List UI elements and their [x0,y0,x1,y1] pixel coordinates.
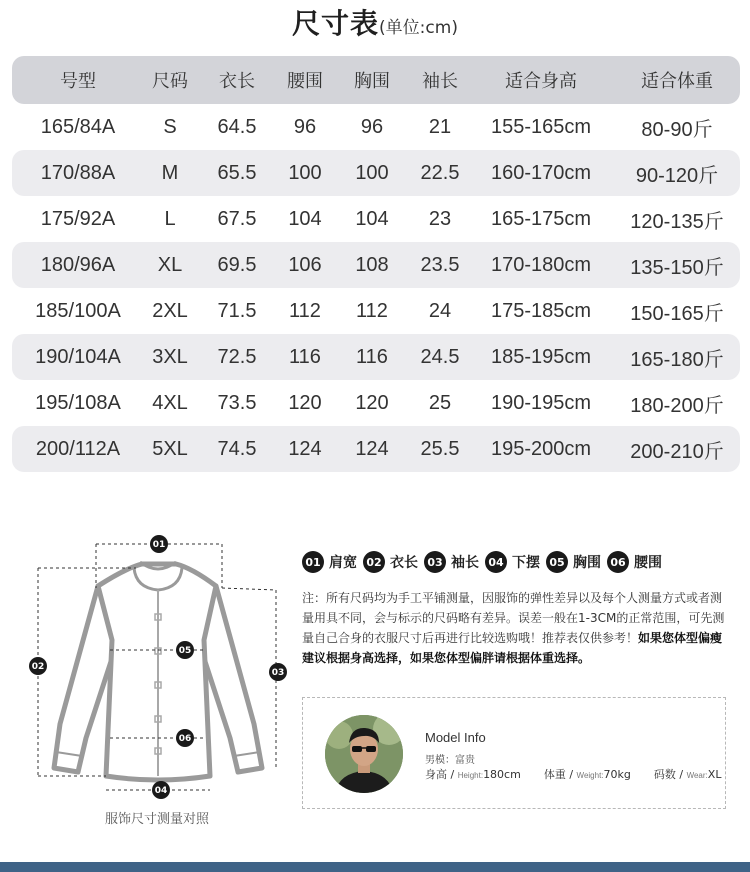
table-cell: 65.5 [217,161,257,184]
header-cell: 胸围 [354,71,390,92]
table-cell: 180-200斤 [630,394,724,417]
table-cell: 96 [360,115,384,138]
model-avatar [325,715,403,793]
header-cell: 适合身高 [505,71,577,92]
table-header [12,56,740,104]
legend-item [363,551,418,573]
legend-number: 06 [607,551,629,573]
table-cell: 5XL [152,437,188,460]
table-cell: 24 [428,299,452,322]
legend-number: 04 [485,551,507,573]
table-row [12,426,740,472]
table-cell: 195/108A [35,391,121,414]
table-cell: 4XL [152,391,188,414]
table-cell: M [161,161,179,184]
table-cell: 180/96A [40,253,116,276]
marker-label: 04 [154,786,168,796]
table-row [12,380,740,426]
table-cell: S [163,115,177,138]
table-cell: L [164,207,176,230]
table-cell: 120-135斤 [630,210,724,233]
table-cell: 175-185cm [490,299,592,322]
table-cell: 190-195cm [490,391,592,414]
weight-value: 70kg [603,768,631,781]
table-cell: 90-120斤 [635,164,719,187]
table-cell: 185-195cm [490,345,592,368]
size-table [12,56,740,472]
table-cell: 69.5 [217,253,257,276]
legend-item [607,551,662,573]
legend-label: 袖长 [451,555,479,571]
page-title [0,2,750,42]
marker-label: 05 [178,646,192,656]
table-cell: 124 [355,437,389,460]
table-cell: 74.5 [217,437,257,460]
table-cell: 100 [288,161,322,184]
legend-item [424,551,479,573]
table-cell: 24.5 [420,345,460,368]
marker-label: 01 [152,540,166,550]
table-cell: 72.5 [217,345,257,368]
table-cell: 165-175cm [490,207,592,230]
table-cell: 3XL [152,345,188,368]
legend-label: 下摆 [512,555,540,571]
weight-label-en: Weight: [576,771,604,780]
table-row [12,242,740,288]
table-row [12,288,740,334]
legend-number: 02 [363,551,385,573]
legend-label: 腰围 [634,555,662,571]
table-cell: 112 [356,299,388,322]
table-cell: 116 [289,345,321,368]
note-bold-text: 如果您体型偏瘦建议根据身高选择，如果您体型偏胖请根据体重选择。 [302,631,723,665]
header-cell: 袖长 [422,71,458,92]
table-cell: 155-165cm [490,115,592,138]
header-cell: 尺码 [152,71,188,92]
table-cell: 2XL [152,299,188,322]
table-cell: 195-200cm [490,437,592,460]
table-cell: 116 [356,345,388,368]
shirt-diagram [26,528,296,808]
model-gender: 男模：富贵 [425,755,475,766]
model-info-title: Model Info [425,730,486,745]
marker-label: 02 [31,662,45,672]
table-cell: 22.5 [420,161,460,184]
table-row [12,150,740,196]
table-cell: 185/100A [35,299,121,322]
table-cell: 135-150斤 [630,256,724,279]
table-row [12,104,740,150]
table-cell: 25 [428,391,452,414]
model-measurements [425,766,721,782]
header-cell: 衣长 [219,71,255,92]
table-cell: 200/112A [35,437,121,460]
table-cell: 100 [355,161,389,184]
table-cell: 120 [355,391,389,414]
header-cell: 号型 [60,71,96,92]
bottom-bar [0,862,750,872]
size-label: 码数 / [653,768,684,781]
height-value: 180cm [483,768,521,781]
table-cell: 71.5 [217,299,257,322]
table-cell: 25.5 [420,437,460,460]
legend-label: 衣长 [390,555,418,571]
measurement-note [302,588,726,668]
legend-item [485,551,540,573]
table-row [12,334,740,380]
title-unit: (单位:cm) [379,18,458,38]
table-cell: 165-180斤 [630,348,724,371]
table-cell: 104 [288,207,322,230]
weight-label: 体重 / [543,768,574,781]
legend-number: 03 [424,551,446,573]
table-cell: 108 [355,253,389,276]
legend-item [546,551,601,573]
table-cell: 175/92A [40,207,116,230]
marker-label: 06 [178,734,192,744]
legend-number: 05 [546,551,568,573]
diagram-caption: 服饰尺寸测量对照 [104,812,209,827]
table-cell: 23 [428,207,452,230]
size-label-en: Wear: [686,771,708,780]
measurement-legend [302,551,668,573]
table-cell: 124 [288,437,322,460]
table-cell: 80-90斤 [641,118,713,141]
table-cell: 112 [289,299,321,322]
table-cell: 21 [428,115,452,138]
table-row [12,196,740,242]
table-cell: 67.5 [217,207,257,230]
table-cell: 23.5 [420,253,460,276]
header-cell: 腰围 [287,71,323,92]
size-value: XL [707,768,722,781]
legend-label: 胸围 [573,555,601,571]
table-cell: 150-165斤 [630,302,724,325]
table-cell: 96 [293,115,317,138]
table-cell: 160-170cm [490,161,592,184]
title-main: 尺寸表 [292,7,380,40]
avatar-illustration [325,715,403,793]
table-cell: 165/84A [40,115,116,138]
table-cell: 120 [288,391,322,414]
header-cell: 适合体重 [641,71,713,92]
table-cell: 200-210斤 [630,440,724,463]
table-cell: 170-180cm [490,253,592,276]
table-cell: 64.5 [217,115,257,138]
height-label-en: Height: [457,771,484,780]
table-cell: 170/88A [40,161,116,184]
legend-number: 01 [302,551,324,573]
legend-item [302,551,357,573]
table-cell: 106 [288,253,322,276]
note-text: 注：所有尺码均为手工平铺测量，因服饰的弹性差异以及每个人测量方式或者测量用具不同，会与标示的尺码略有差异。误差一般在1-3CM的正常范围，可先测量自己合身的衣服尺寸后再进行比较选购哦！推荐表仅供参考！ [302,591,725,645]
table-cell: 104 [355,207,389,230]
table-cell: XL [157,253,183,276]
model-info-card [302,697,726,809]
shirt-svg [26,528,296,808]
legend-label: 肩宽 [329,555,357,571]
height-label: 身高 / [425,768,455,781]
table-cell: 190/104A [35,345,121,368]
table-cell: 73.5 [217,391,257,414]
marker-label: 03 [271,668,285,678]
